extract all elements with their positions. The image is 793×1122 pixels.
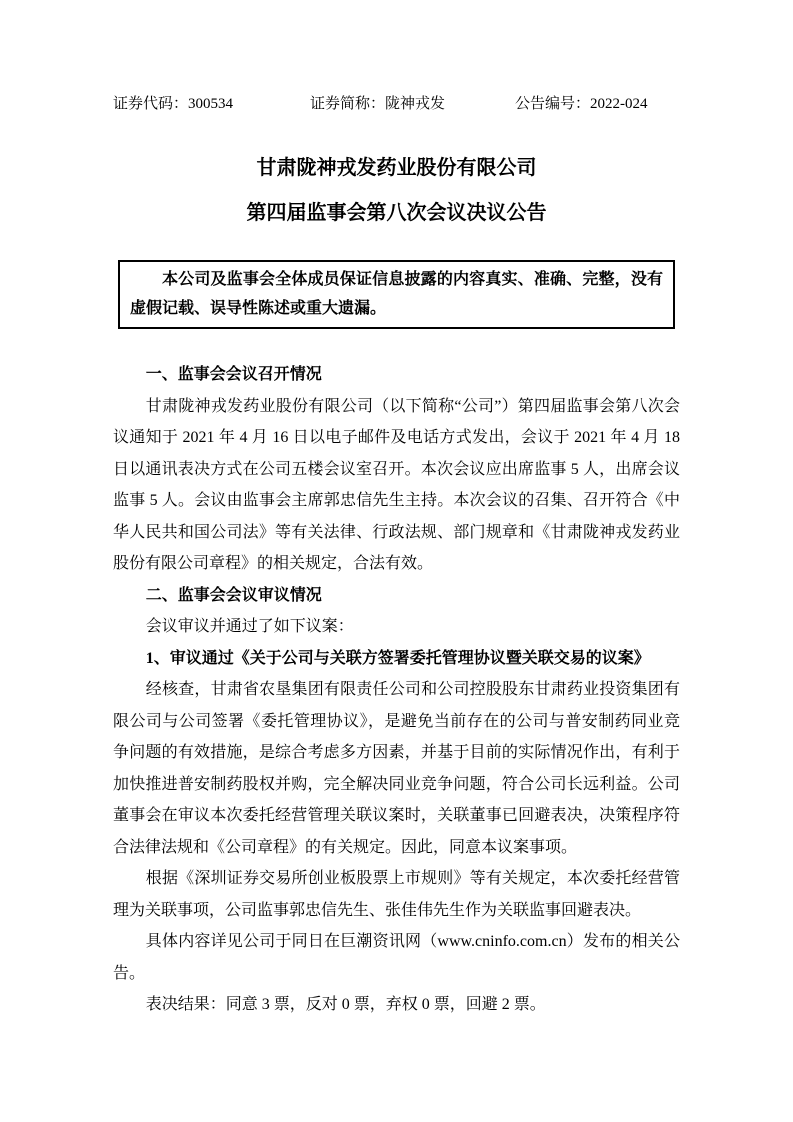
proposal-1-voting-result: 表决结果：同意 3 票，反对 0 票，弃权 0 票，回避 2 票。 (145, 996, 546, 1013)
stock-abbr (310, 94, 515, 114)
proposal-1-reference-paragraph: 具体内容详见公司于同日在巨潮资讯网（www.cninfo.com.cn）发布的相关公告。 (113, 933, 680, 982)
page-content (0, 94, 793, 1021)
proposal-1-recusal-paragraph: 根据《深圳证券交易所创业板股票上市规则》等有关规定，本次委托经营管理为关联事项，公司监事郭忠信先生、张佳伟先生作为关联监事回避表决。 (113, 870, 680, 919)
document-body (113, 359, 680, 1021)
stock-code-label: 证券代码： (113, 96, 189, 112)
document-title-line1: 甘肃陇神戎发药业股份有限公司 (256, 157, 537, 179)
stock-abbr-label: 证券简称： (310, 96, 386, 112)
announcement-number-value: 2022-024 (590, 96, 648, 112)
disclaimer-box (118, 260, 675, 329)
stock-abbr-value: 陇神戎发 (385, 96, 446, 112)
section-2-intro: 会议审议并通过了如下议案： (145, 618, 354, 635)
meta-row (113, 94, 680, 114)
section-1-paragraph: 甘肃陇神戎发药业股份有限公司（以下简称“公司”）第四届监事会第八次会议通知于 2021 年 4 月 16 日以电子邮件及电话方式发出，会议于 2021 年 4 月 18 日以通讯表决方式在公司五楼会议室召开。本次会议应出席监事 5 人，出席会议监事 5 人。会议由监事会主席郭忠信先生主持。本次会议的召集、召开符合《中华人民共和国公司法》等有关法律、行政法规、部门规章和《甘肃陇神戎发药业股份有限公司章程》的相关规定，合法有效。 (113, 397, 680, 572)
section-2-heading: 二、监事会会议审议情况 (145, 586, 322, 604)
stock-code-value: 300534 (188, 96, 234, 112)
stock-code (113, 94, 310, 114)
disclaimer-text: 本公司及监事会全体成员保证信息披露的内容真实、准确、完整，没有虚假记载、误导性陈述或重大遗漏。 (130, 271, 663, 317)
section-1-heading: 一、监事会会议召开情况 (145, 366, 322, 383)
document-title-line2: 第四届监事会第八次会议决议公告 (246, 202, 547, 224)
proposal-1-review-paragraph: 经核查，甘肃省农垦集团有限责任公司和公司控股股东甘肃药业投资集团有限公司与公司签署《委托管理协议》，是避免当前存在的公司与普安制药同业竞争问题的有效措施，是综合考虑多方因素，并基于目前的实际情况作出，有利于加快推进普安制药股权并购，完全解决同业竞争问题，符合公司长远利益。公司董事会在审议本次委托经营管理关联议案时，关联董事已回避表决，决策程序符合法律法规和《公司章程》的有关规定。因此，同意本议案事项。 (113, 681, 680, 856)
announcement-number (515, 94, 680, 114)
proposal-1-title: 1、审议通过《关于公司与关联方签署委托管理协议暨关联交易的议案》 (145, 649, 650, 667)
announcement-number-label: 公告编号： (515, 96, 591, 112)
